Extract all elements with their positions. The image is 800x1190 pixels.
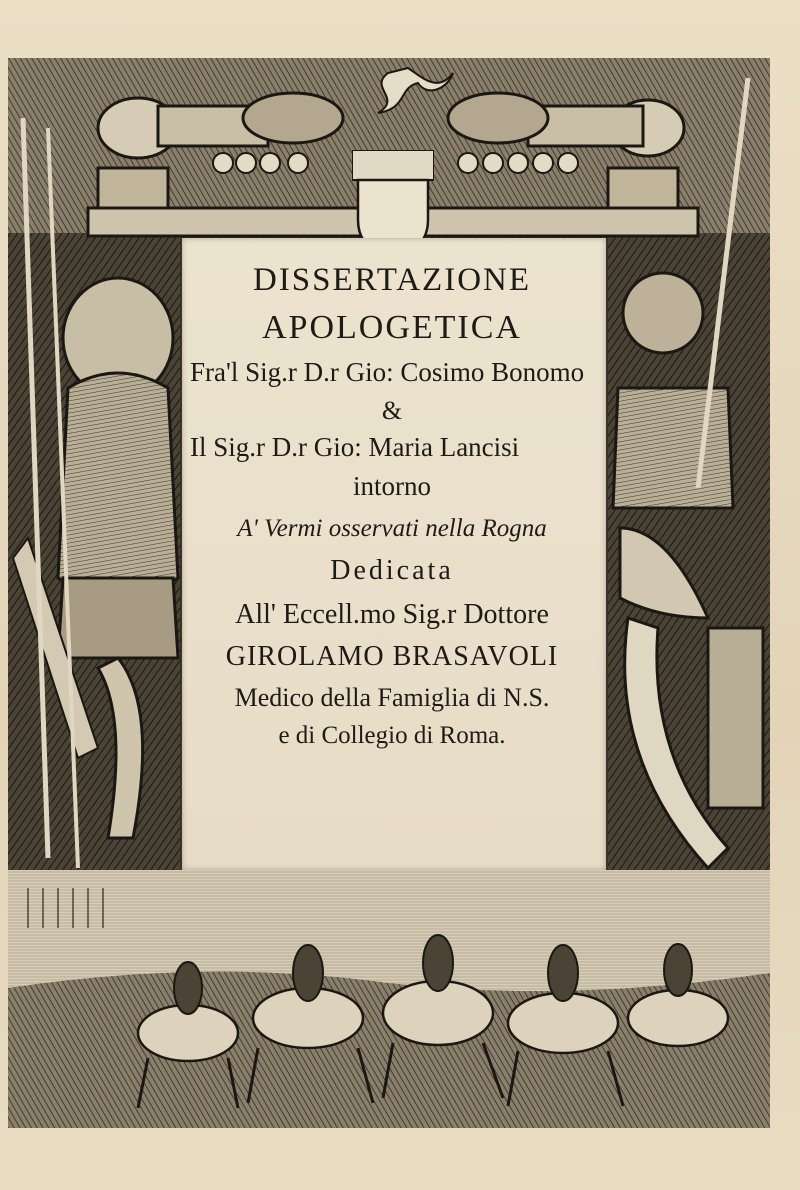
title-line-dissertazione: DISSERTAZIONE xyxy=(252,262,532,298)
author-line-lancisi: Il Sig.r D.r Gio: Maria Lancisi xyxy=(190,432,520,462)
dedicatee-college-line: e di Collegio di Roma. xyxy=(278,722,506,749)
title-text-block xyxy=(182,258,602,748)
dedicata-line: Dedicata xyxy=(330,555,454,586)
subject-line: A' Vermi osservati nella Rogna xyxy=(237,515,547,542)
author-line-bonomo: Fra'l Sig.r D.r Gio: Cosimo Bonomo xyxy=(190,357,585,387)
dedicatee-role-line: Medico della Famiglia di N.S. xyxy=(234,683,550,712)
title-line-apologetica: APOLOGETICA xyxy=(262,309,522,346)
intorno-line: intorno xyxy=(353,471,431,501)
ampersand-line: & xyxy=(381,396,403,425)
dedicatee-name-line: GIROLAMO BRASAVOLI xyxy=(225,641,559,672)
dedicatee-title-line: All' Eccell.mo Sig.r Dottore xyxy=(235,599,549,630)
